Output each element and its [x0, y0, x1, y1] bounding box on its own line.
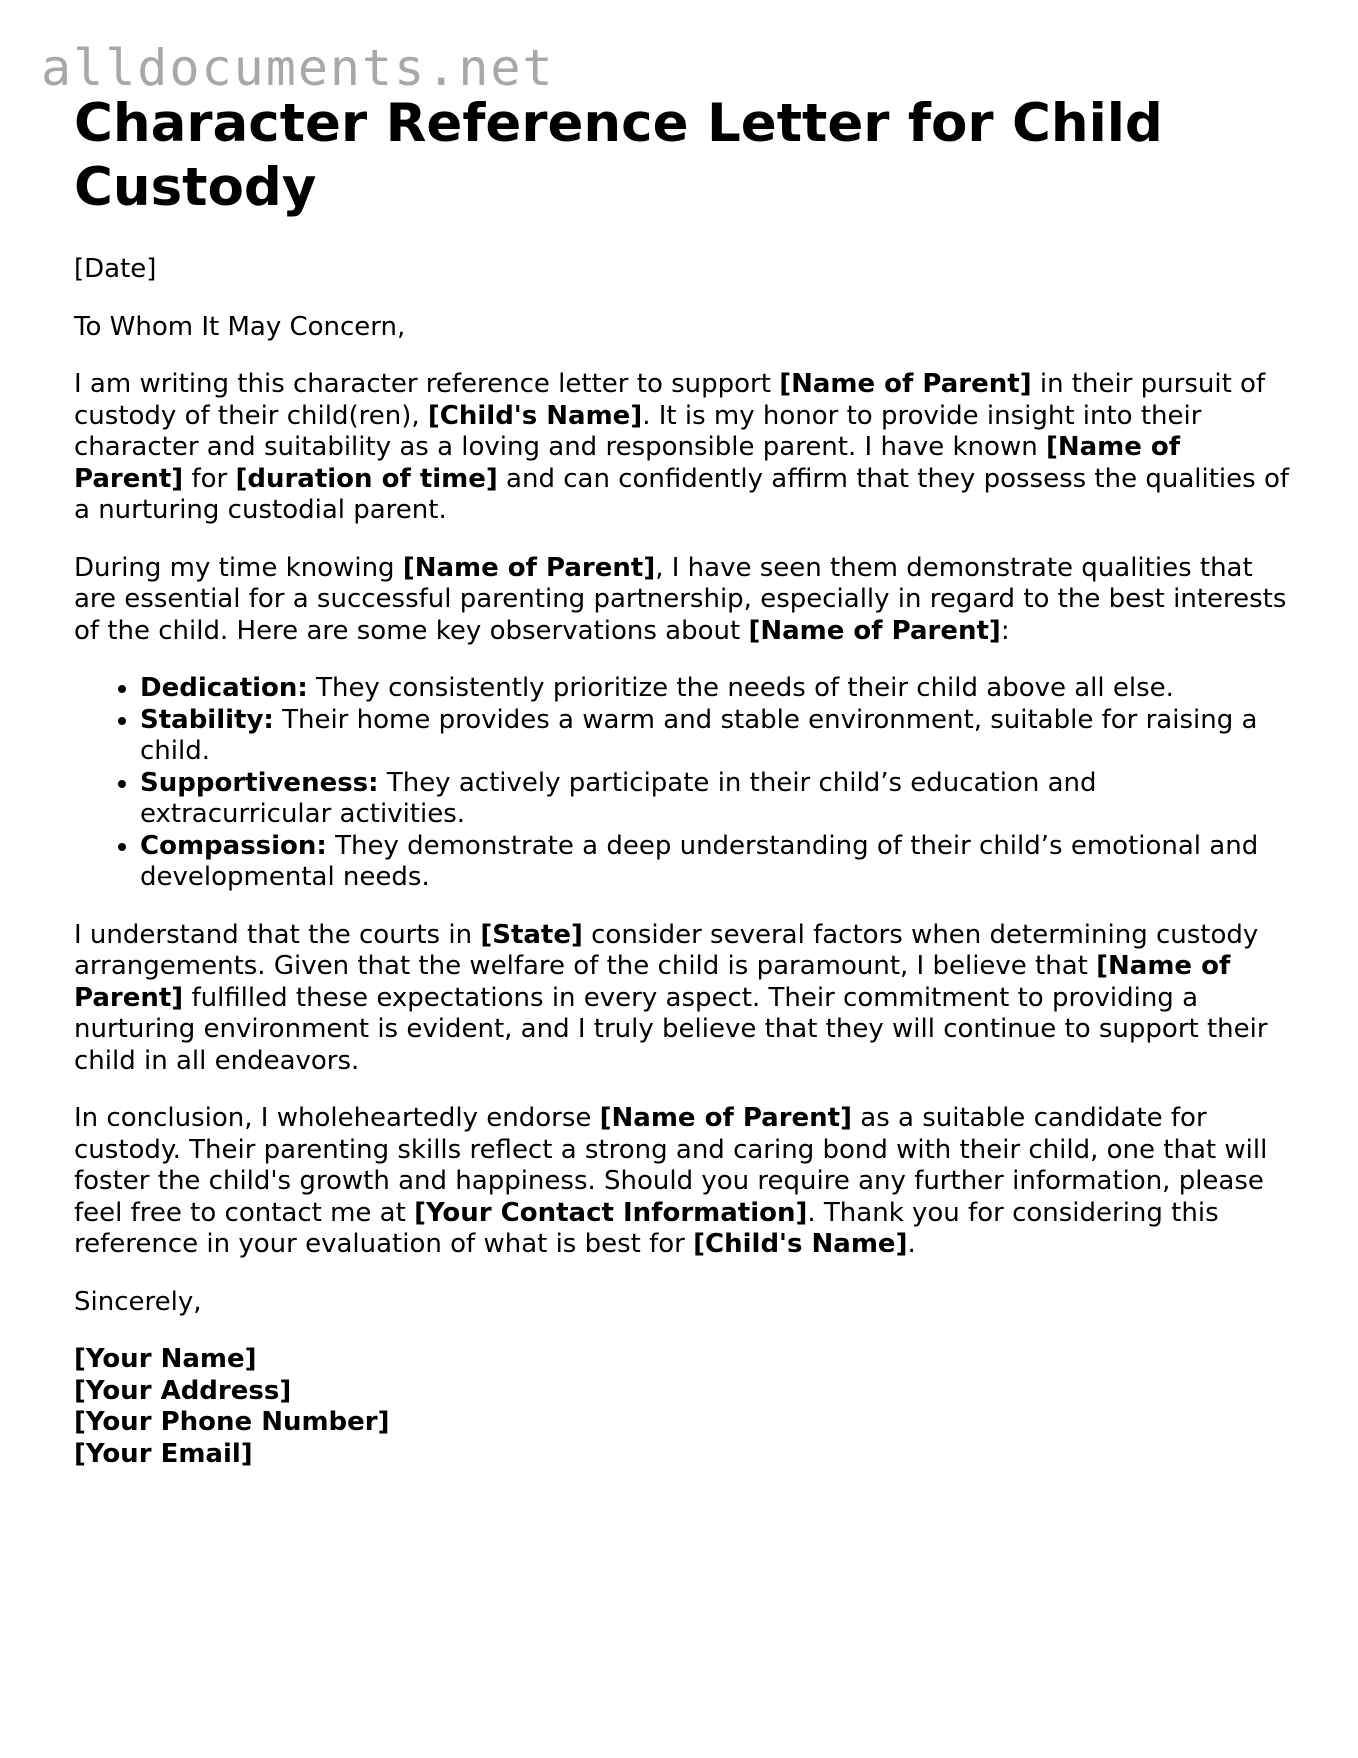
conclusion-text-4: . [907, 1229, 916, 1259]
observations-text-3: : [1000, 615, 1010, 646]
quality-label: Supportiveness: [140, 767, 379, 798]
contact-info-placeholder: [Your Contact Information] [414, 1197, 808, 1228]
conclusion-text-1: In conclusion, I wholeheartedly endorse [74, 1103, 600, 1133]
parent-name-placeholder: [Name of Parent] [599, 1103, 852, 1133]
closing: Sincerely, [74, 1286, 202, 1317]
quality-label: Compassion: [140, 830, 327, 861]
child-name-placeholder: [Child's Name] [693, 1229, 908, 1259]
observations-text-1: During my time knowing [74, 552, 403, 583]
conclusion-paragraph [74, 1103, 1294, 1261]
page-title: Character Reference Letter for Child Custody [74, 93, 1163, 218]
list-item [140, 673, 1294, 705]
list-item [140, 705, 1294, 768]
signature-block [74, 1344, 1294, 1470]
list-item [140, 768, 1294, 831]
watermark: alldocuments.net [41, 39, 555, 97]
signature-email: [Your Email] [74, 1438, 253, 1469]
courts-text-2: consider several factors when determining custody arrangements. Given that the welfare of the child is paramount, I believe that [74, 919, 1259, 981]
child-name-placeholder: [Child's Name] [427, 400, 643, 431]
intro-text-3: . It is my honor to provide insight into their character and suitability as a loving and responsible parent. I have known [74, 400, 1202, 462]
intro-paragraph [74, 369, 1294, 527]
signature-name: [Your Name] [74, 1344, 257, 1374]
parent-name-placeholder: [Name of Parent] [779, 369, 1032, 399]
courts-paragraph [74, 920, 1294, 1078]
conclusion-text-2: as a suitable candidate for custody. Their parenting skills reflect a strong and caring bond with their child, one that will foster the child's growth and happiness. Should you require any further information, please feel free to contact me at [74, 1103, 1268, 1228]
signature-phone: [Your Phone Number] [74, 1407, 390, 1437]
quality-label: Stability: [140, 704, 274, 735]
quality-text: They actively participate in their child’s education and extracurricular activities. [140, 767, 1097, 829]
quality-label: Dedication: [140, 673, 308, 703]
letter-document [74, 92, 1294, 1496]
quality-text: They demonstrate a deep understanding of their child’s emotional and developmental needs. [140, 830, 1259, 892]
state-placeholder: [State] [480, 919, 583, 950]
parent-name-placeholder: [Name of Parent] [74, 951, 1231, 1013]
observations-paragraph [74, 553, 1294, 648]
quality-text: They consistently prioritize the needs of their child above all else. [307, 673, 1174, 703]
parent-name-placeholder: [Name of Parent] [402, 552, 656, 583]
courts-text-1: I understand that the courts in [74, 919, 481, 950]
conclusion-text-3: . Thank you for considering this reference in your evaluation of what is best for [74, 1197, 1219, 1259]
intro-text-5: and can confidently affirm that they possess the qualities of a nurturing custodial parent. [74, 463, 1290, 525]
parent-name-placeholder: [Name of Parent] [748, 615, 1001, 646]
qualities-list [74, 673, 1294, 894]
intro-text-4: for [183, 463, 236, 494]
intro-text-2: in their pursuit of custody of their child(ren), [74, 369, 1266, 431]
date-line: [Date] [74, 254, 157, 284]
quality-text: Their home provides a warm and stable environment, suitable for raising a child. [140, 704, 1258, 766]
observations-text-2: , I have seen them demonstrate qualities that are essential for a successful parenting partnership, especially in regard to the best interests of the child. Here are some key observations about [74, 552, 1287, 646]
intro-text-1: I am writing this character reference letter to support [74, 369, 780, 399]
courts-text-3: fulfilled these expectations in every aspect. Their commitment to providing a nurturing environment is evident, and I truly believe that they will continue to support their child in all endeavors. [74, 982, 1268, 1076]
parent-name-placeholder: [Name of Parent] [74, 432, 1181, 494]
list-item [140, 831, 1294, 894]
duration-placeholder: [duration of time] [235, 463, 498, 494]
salutation: To Whom It May Concern, [74, 311, 406, 342]
signature-address: [Your Address] [74, 1375, 292, 1406]
